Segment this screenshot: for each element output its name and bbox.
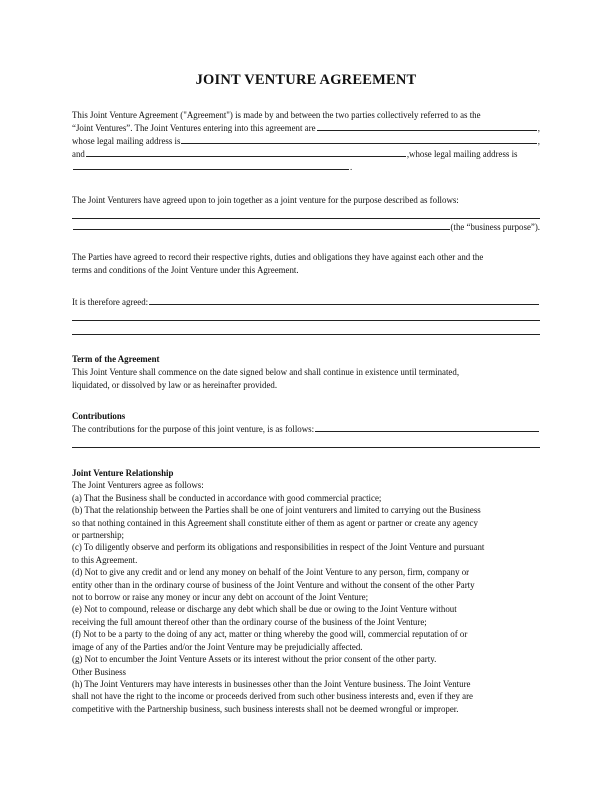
parties-line: terms and conditions of the Joint Venture under this Agreement.	[72, 265, 299, 275]
relationship-line: The Joint Venturers agree as follows:	[72, 480, 204, 491]
intro-suffix: .	[350, 162, 353, 172]
relationship-line: (h) The Joint Venturers may have interests in businesses other than the Joint Venture business. The Joint Venture	[72, 678, 471, 689]
contributions-blank[interactable]	[72, 436, 540, 448]
relationship-line: image of any of the Parties and/or the Joint Venture may be prejudicially affected.	[72, 641, 363, 652]
relationship-line: (g) Not to encumber the Joint Venture Assets or its interest without the prior consent of the other party.	[72, 654, 437, 665]
term-line: liquidated, or dissolved by law or as hereinafter provided.	[72, 380, 278, 390]
party-two-name-blank[interactable]	[86, 148, 406, 157]
relationship-heading: Joint Venture Relationship	[72, 468, 174, 478]
document-title: JOINT VENTURE AGREEMENT	[195, 72, 417, 88]
parties-paragraph	[72, 251, 540, 277]
contributions-line	[72, 423, 540, 436]
relationship-line: (e) Not to compound, release or discharge any debt which shall be due or owing to the Joint Venture without	[72, 604, 457, 615]
relationship-line: or partnership;	[72, 530, 125, 541]
party-one-address-blank[interactable]	[181, 135, 536, 144]
intro-suffix: ,whose legal mailing address is	[406, 149, 518, 159]
relationship-line: (a) That the Business shall be conducted in accordance with good commercial practice;	[72, 492, 382, 503]
relationship-line: receiving the full amount thereof other than the ordinary course of the business of the Joint Venture;	[72, 616, 427, 627]
intro-line: This Joint Venture Agreement ("Agreement") is made by and between the two parties collectively referred to as the	[72, 110, 481, 120]
relationship-line: (b) That the relationship between the Parties shall be one of joint venturers and limited to carrying out the Business	[72, 505, 481, 516]
contributions-section	[72, 410, 540, 448]
intro-line-address-one	[72, 135, 540, 148]
intro-line-address-two	[72, 161, 540, 174]
agreed-blank[interactable]	[72, 323, 540, 335]
intro-label: and	[72, 149, 85, 159]
intro-line-parties	[72, 122, 540, 135]
relationship-line: competitive with the Partnership business, such business interests shall not be deemed wrongful or improper.	[72, 703, 459, 714]
term-heading: Term of the Agreement	[72, 354, 160, 364]
contributions-blank[interactable]	[315, 423, 539, 432]
relationship-line: Other Business	[72, 666, 126, 677]
purpose-paragraph	[72, 194, 540, 234]
intro-paragraph	[72, 109, 540, 174]
relationship-line: (c) To diligently observe and perform its obligations and responsibilities in respect of the Joint Venture and pursuant	[72, 542, 485, 553]
contributions-heading: Contributions	[72, 411, 126, 421]
purpose-line-end	[72, 221, 540, 234]
purpose-line: The Joint Venturers have agreed upon to join together as a joint venture for the purpose described as follows:	[72, 195, 459, 205]
purpose-blank[interactable]	[72, 207, 540, 219]
relationship-line: shall not have the right to the income or proceeds derived from such other business interests and, even if they are	[72, 691, 473, 702]
term-section	[72, 353, 540, 392]
intro-label: “Joint Ventures”. The Joint Ventures entering into this agreement are	[72, 123, 316, 133]
agreed-blank[interactable]	[72, 309, 540, 321]
party-two-address-blank[interactable]	[73, 161, 349, 170]
agreed-paragraph	[72, 296, 540, 335]
relationship-line: entity other than in the ordinary course of business of the Joint Venture and without the consent of the other Party	[72, 579, 475, 590]
party-one-name-blank[interactable]	[317, 122, 537, 131]
agreed-blank[interactable]	[149, 296, 539, 305]
relationship-line: (f) Not to be a party to the doing of any act, matter or thing whereby the good will, commercial reputation of or	[72, 629, 468, 640]
agreed-label: It is therefore agreed:	[72, 297, 149, 307]
parties-line: The Parties have agreed to record their respective rights, duties and obligations they have against each other and the	[72, 252, 484, 262]
intro-suffix: ,	[537, 136, 540, 146]
intro-label: whose legal mailing address is	[72, 136, 181, 146]
purpose-suffix: (the “business purpose”).	[450, 222, 540, 232]
intro-suffix: ,	[537, 123, 540, 133]
term-line: This Joint Venture shall commence on the date signed below and shall continue in existence until terminated,	[72, 367, 460, 377]
relationship-line: not to borrow or raise any money or incur any debt on account of the Joint Venture;	[72, 592, 369, 603]
relationship-section	[72, 467, 540, 715]
agreed-line	[72, 296, 540, 309]
contributions-label: The contributions for the purpose of this joint venture, is as follows:	[72, 424, 315, 434]
intro-line-party-two	[72, 148, 540, 161]
relationship-line: so that nothing contained in this Agreement shall constitute either of them as agent or partner or create any agency	[72, 517, 478, 528]
relationship-line: (d) Not to give any credit and or lend any money on behalf of the Joint Venture to any person, firm, company or	[72, 567, 470, 578]
relationship-line: to this Agreement.	[72, 554, 138, 565]
purpose-blank[interactable]	[73, 221, 450, 230]
